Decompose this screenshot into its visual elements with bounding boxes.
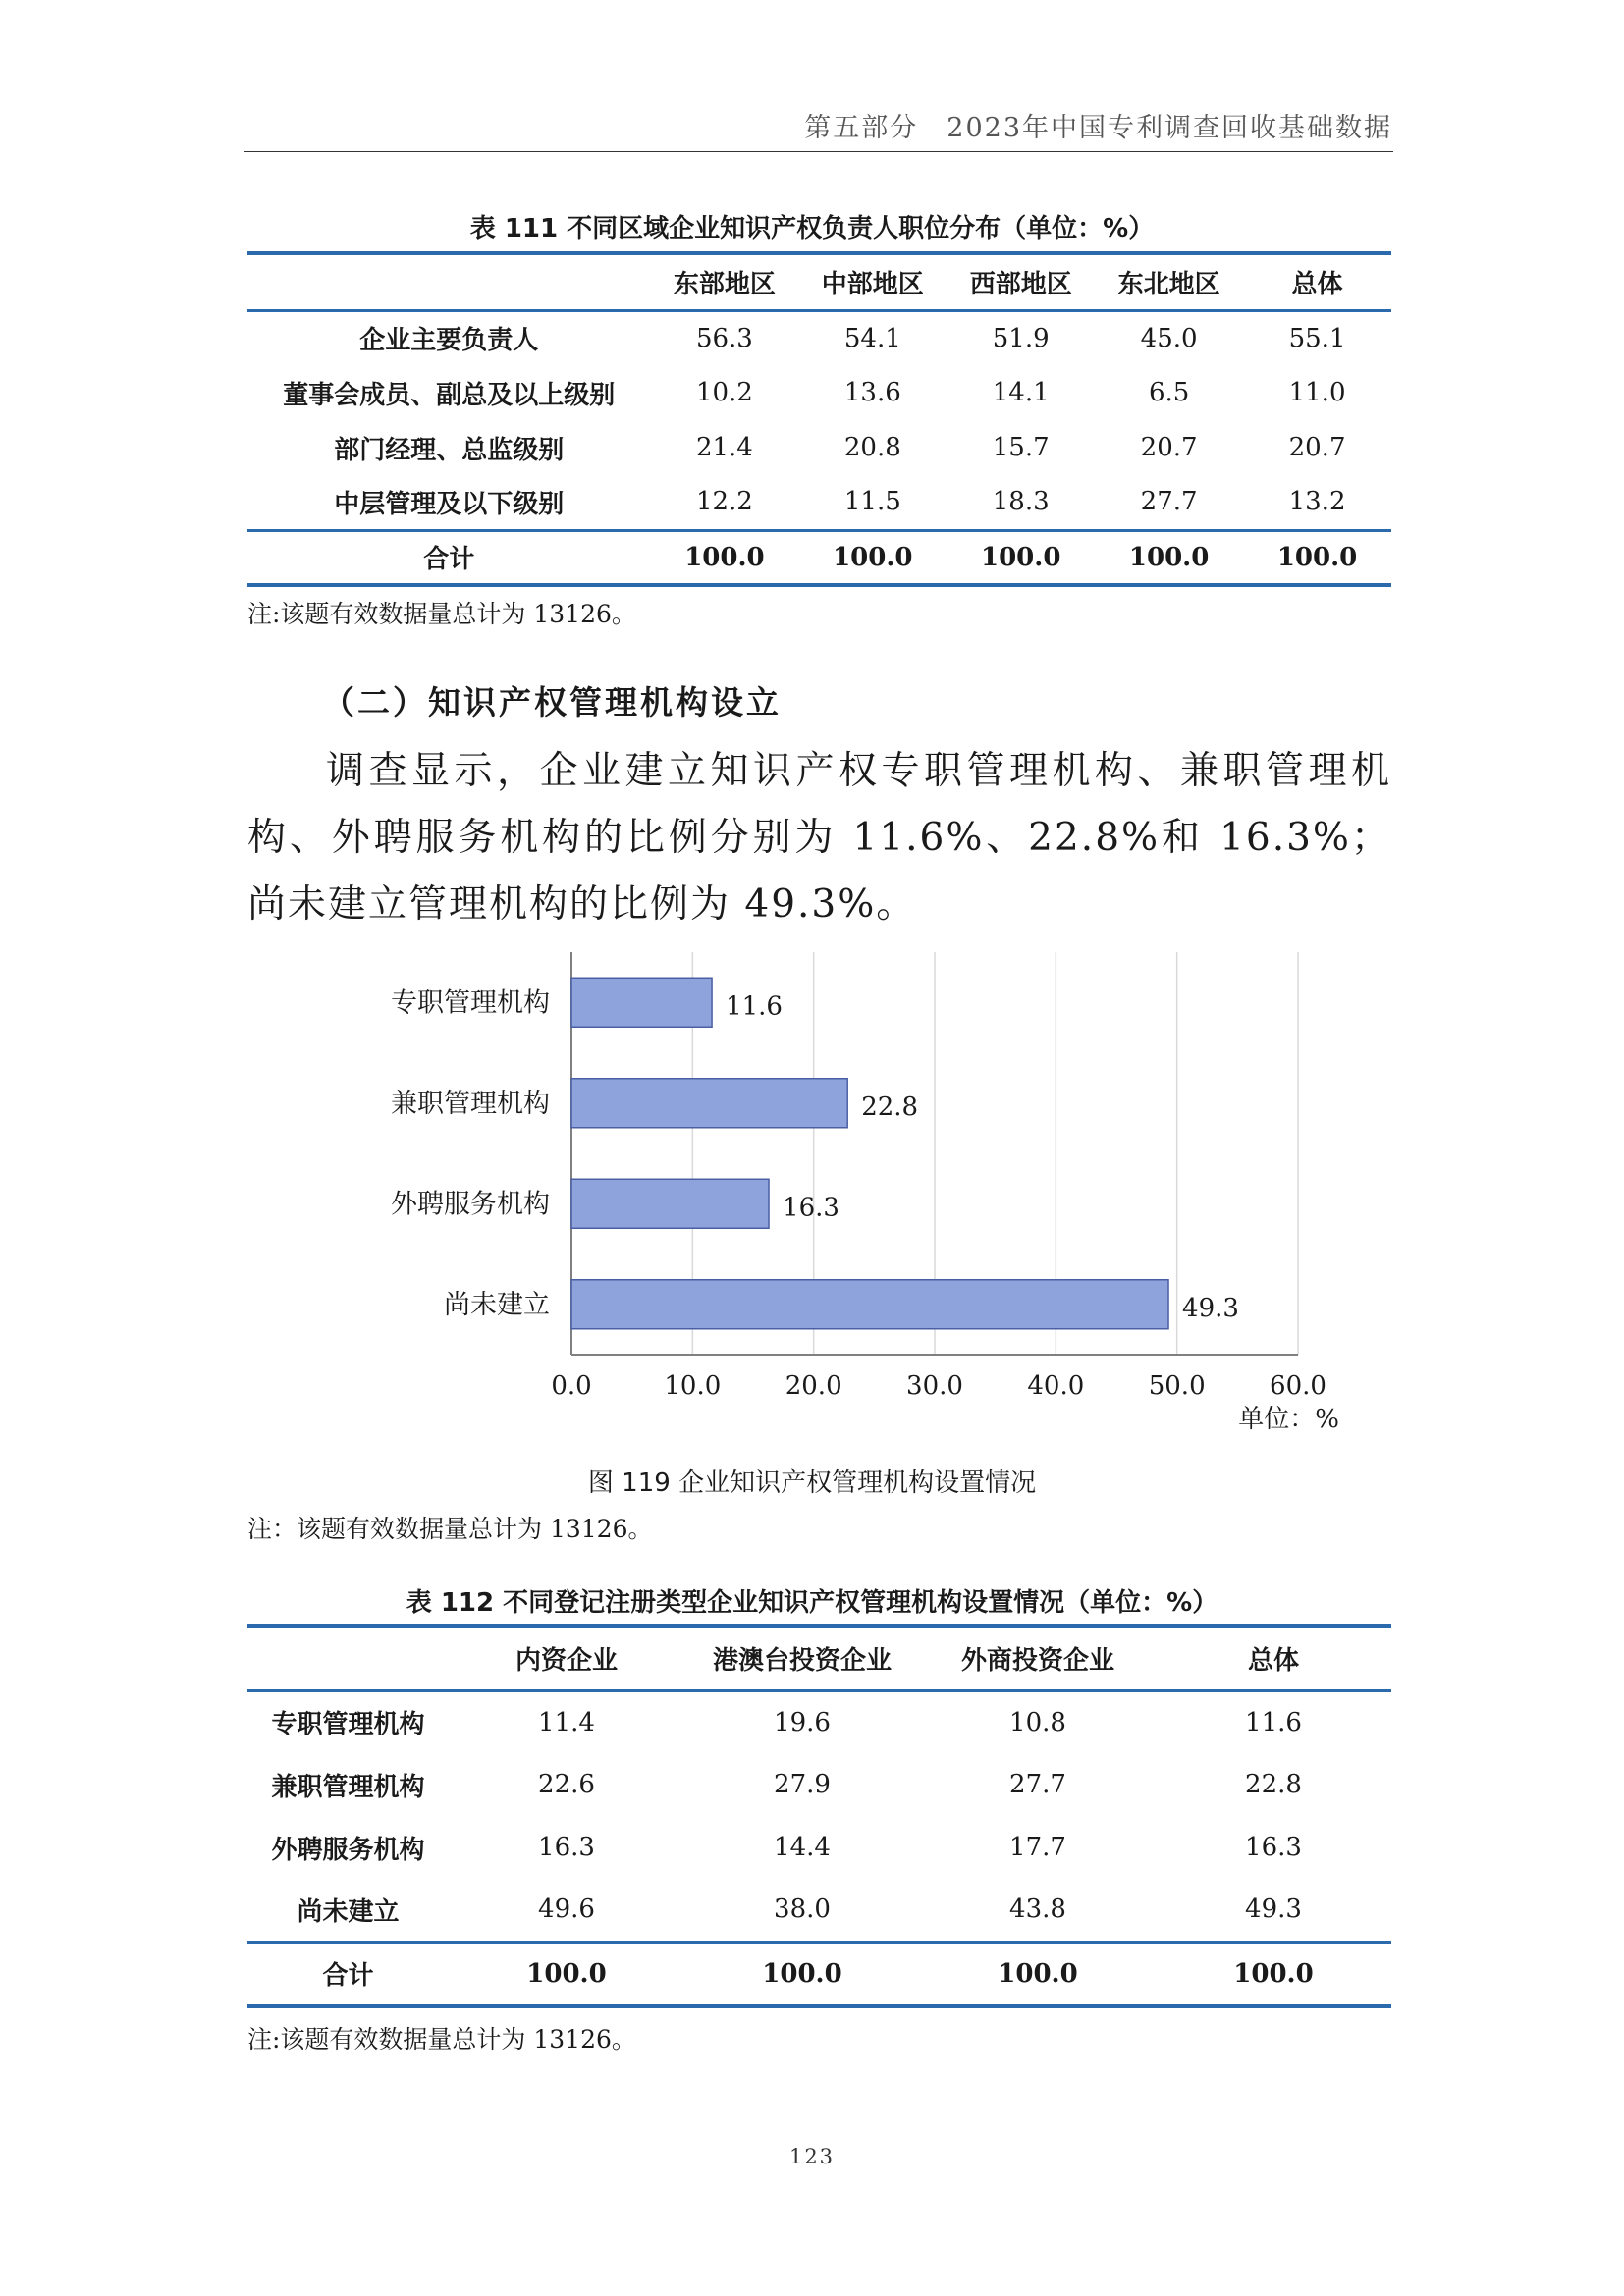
x-tick-label: 10.0 (664, 1371, 722, 1401)
table-cell: 19.6 (774, 1707, 831, 1737)
body-paragraph: 调查显示，企业建立知识产权专职管理机构、兼职管理机构、外聘服务机构的比例分别为 11.6%、22.8%和 16.3%；尚未建立管理机构的比例为 49.3%。 (247, 749, 1391, 927)
row-label: 企业主要负责人 (359, 326, 539, 356)
table-row (247, 1753, 1391, 1816)
table-cell: 16.3 (1245, 1833, 1302, 1862)
figure-note: 注：该题有效数据量总计为 13126。 (247, 1515, 653, 1543)
running-header: 第五部分 2023年中国专利调查回收基础数据 (804, 113, 1392, 143)
table-row (247, 365, 1391, 420)
table-cell: 14.4 (774, 1833, 831, 1862)
figure-caption: 图 119 企业知识产权管理机构设置情况 (587, 1468, 1037, 1498)
table-cell: 51.9 (992, 323, 1050, 353)
table-row (247, 420, 1391, 475)
table-cell: 100.0 (798, 530, 947, 585)
table-cell: 20.7 (1288, 433, 1346, 462)
table-cell: 27.7 (1140, 487, 1198, 517)
table111-col-header: 中部地区 (798, 253, 947, 310)
bar (571, 978, 712, 1027)
table111-col-header: 西部地区 (947, 253, 1095, 310)
x-tick-label: 20.0 (785, 1371, 842, 1401)
table-cell: 38.0 (774, 1895, 831, 1925)
table-row (247, 310, 1391, 365)
table-cell: 11.4 (538, 1707, 595, 1737)
table-cell: 22.8 (1245, 1770, 1302, 1799)
table-cell: 20.8 (843, 433, 901, 462)
data-label: 11.6 (726, 991, 783, 1022)
row-label: 合计 (247, 530, 650, 585)
table-cell: 11.0 (1288, 378, 1346, 407)
row-label: 外聘服务机构 (271, 1835, 425, 1865)
table-cell: 27.7 (1009, 1770, 1066, 1799)
x-tick-label: 40.0 (1027, 1371, 1085, 1401)
x-tick-label: 60.0 (1270, 1371, 1326, 1401)
table-cell: 13.6 (843, 378, 901, 407)
table-cell: 18.3 (992, 487, 1050, 517)
category-label: 尚未建立 (444, 1289, 550, 1320)
table-cell: 100.0 (449, 1942, 684, 2006)
row-label: 合计 (247, 1942, 449, 2006)
table-cell: 11.6 (1245, 1707, 1302, 1737)
table111-corner (247, 253, 650, 310)
table-cell: 10.2 (695, 378, 753, 407)
table-cell: 21.4 (695, 433, 753, 462)
table-cell: 100.0 (1095, 530, 1243, 585)
bar (571, 1079, 847, 1128)
table-cell: 17.7 (1009, 1833, 1066, 1862)
table112-col-header: 总体 (1156, 1626, 1391, 1690)
row-label: 中层管理及以下级别 (334, 489, 565, 519)
table-cell: 11.5 (843, 487, 901, 517)
table-total-row (247, 530, 1391, 585)
table111-col-header: 东部地区 (650, 253, 798, 310)
table-cell: 6.5 (1148, 378, 1190, 407)
table-cell: 49.3 (1245, 1895, 1302, 1925)
x-tick-label: 0.0 (551, 1371, 592, 1401)
bar-chart (0, 933, 1624, 1453)
table112-col-header: 港澳台投资企业 (684, 1626, 920, 1690)
row-label: 部门经理、总监级别 (334, 435, 565, 465)
table-row (247, 1816, 1391, 1879)
bar (571, 1280, 1168, 1329)
table-cell: 15.7 (992, 433, 1050, 462)
table112-note: 注:该题有效数据量总计为 13126。 (247, 2025, 636, 2054)
table-cell: 10.8 (1009, 1707, 1066, 1737)
table-cell: 12.2 (695, 487, 753, 517)
table-cell: 22.6 (538, 1770, 595, 1799)
table-cell: 20.7 (1140, 433, 1198, 462)
row-label: 董事会成员、副总及以上级别 (283, 380, 616, 410)
row-label: 专职管理机构 (271, 1710, 425, 1740)
category-label: 外聘服务机构 (391, 1189, 550, 1220)
table-cell: 56.3 (695, 323, 753, 353)
table-cell: 45.0 (1140, 323, 1198, 353)
x-tick-label: 50.0 (1148, 1371, 1206, 1401)
table-cell: 14.1 (992, 378, 1050, 407)
table-cell: 13.2 (1288, 487, 1346, 517)
table-cell: 100.0 (1156, 1942, 1391, 2006)
table-row (247, 1879, 1391, 1942)
table112-col-header: 外商投资企业 (920, 1626, 1156, 1690)
row-label: 尚未建立 (297, 1896, 400, 1927)
table-cell: 100.0 (684, 1942, 920, 2006)
section-title: （二）知识产权管理机构设立 (322, 683, 782, 721)
table112 (247, 1624, 1391, 2008)
table-row (247, 475, 1391, 530)
table-row (247, 1690, 1391, 1753)
table-total-row (247, 1942, 1391, 2006)
table-cell: 100.0 (947, 530, 1095, 585)
table112-col-header: 内资企业 (449, 1626, 684, 1690)
page-number: 123 (788, 2145, 836, 2168)
table-cell: 55.1 (1288, 323, 1346, 353)
category-label: 专职管理机构 (391, 988, 550, 1019)
table112-corner (247, 1626, 449, 1690)
table-cell: 43.8 (1009, 1895, 1066, 1925)
bar (571, 1179, 769, 1228)
table111-caption: 表 111 不同区域企业知识产权负责人职位分布（单位：%） (469, 214, 1155, 243)
x-tick-label: 30.0 (906, 1371, 963, 1401)
header-rule (244, 151, 1393, 152)
table111-col-header: 东北地区 (1095, 253, 1243, 310)
data-label: 22.8 (861, 1092, 919, 1122)
table-cell: 100.0 (1243, 530, 1391, 585)
table112-caption: 表 112 不同登记注册类型企业知识产权管理机构设置情况（单位：%） (406, 1588, 1218, 1618)
table-cell: 100.0 (920, 1942, 1156, 2006)
table111 (247, 251, 1391, 587)
table-cell: 54.1 (843, 323, 901, 353)
table-cell: 49.6 (538, 1895, 595, 1925)
data-label: 16.3 (783, 1193, 839, 1223)
data-label: 49.3 (1182, 1293, 1239, 1323)
row-label: 兼职管理机构 (271, 1772, 425, 1802)
table-cell: 27.9 (774, 1770, 831, 1799)
table111-note: 注:该题有效数据量总计为 13126。 (247, 600, 636, 628)
table111-col-header: 总体 (1243, 253, 1391, 310)
category-label: 兼职管理机构 (391, 1088, 550, 1119)
unit-label: 单位：% (1238, 1405, 1339, 1434)
table-cell: 100.0 (650, 530, 798, 585)
table-cell: 16.3 (538, 1833, 595, 1862)
